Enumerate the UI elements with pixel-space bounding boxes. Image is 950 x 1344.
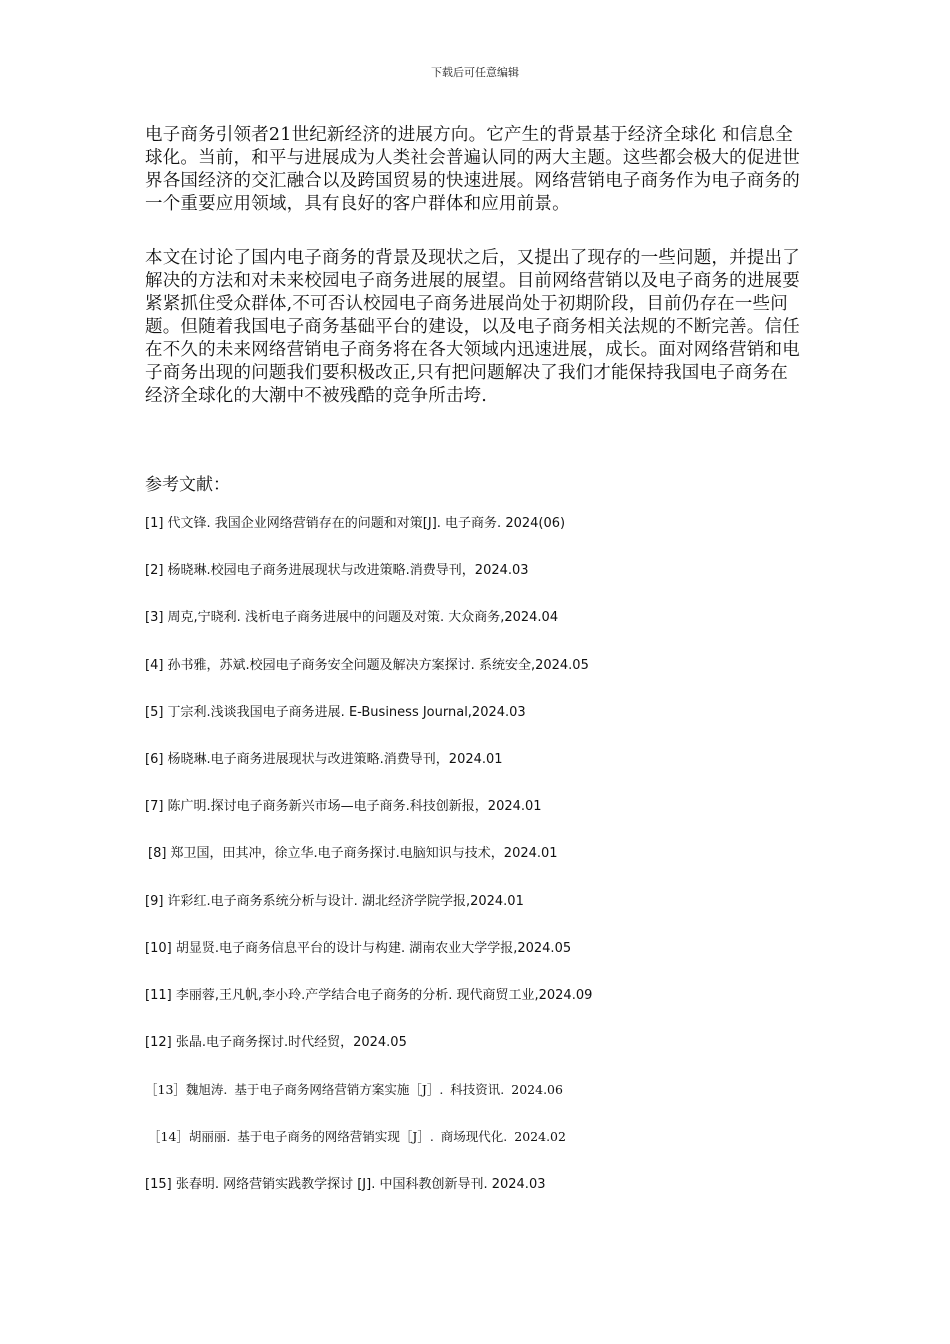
reference-item-3: [3] 周克,宁晓利. 浅析电子商务进展中的问题及对策. 大众商务,2024.04 xyxy=(145,610,559,626)
reference-item-8: [8] 郑卫国，田其冲，徐立华.电子商务探讨.电脑知识与技术，2024.01 xyxy=(148,846,558,862)
reference-item-14: ［14］胡丽丽. 基于电子商务的网络营销实现［J］. 商场现代化. 2024.02 xyxy=(148,1129,566,1145)
reference-item-11: [11] 李丽蓉,王凡帆,李小玲.产学结合电子商务的分析. 现代商贸工业,2024.09 xyxy=(145,987,593,1003)
reference-item-15: [15] 张春明. 网络营销实践教学探讨 [J]. 中国科教创新导刊. 2024.03 xyxy=(145,1176,546,1192)
reference-item-4: [4] 孙书雅，苏斌.校园电子商务安全问题及解决方案探讨. 系统安全,2024.05 xyxy=(145,657,589,673)
reference-item-2: [2] 杨晓琳.校园电子商务进展现状与改进策略.消费导刊，2024.03 xyxy=(145,563,529,579)
page-header-note: 下载后可任意编辑 xyxy=(431,66,519,79)
reference-item-5: [5] 丁宗利.浅谈我国电子商务进展. E-Business Journal,2024.03 xyxy=(145,704,526,720)
references-heading: 参考文献： xyxy=(145,475,230,495)
reference-item-12: [12] 张晶.电子商务探讨.时代经贸，2024.05 xyxy=(145,1035,407,1051)
body-paragraph-1: 电子商务引领者21世纪新经济的进展方向。它产生的背景基于经济全球化 和信息全球化。当前，和平与进展成为人类社会普遍认同的两大主题。这些都会极大的促进世界各国经济的交汇融合以及跨国贸易的快速进展。网络营销电子商务作为电子商务的一个重要应用领域，具有良好的客户群体和应用前景。 xyxy=(145,125,800,214)
reference-item-10: [10] 胡显贤.电子商务信息平台的设计与构建. 湖南农业大学学报,2024.05 xyxy=(145,940,572,956)
body-paragraph-2: 本文在讨论了国内电子商务的背景及现状之后，又提出了现存的一些问题，并提出了解决的方法和对未来校园电子商务进展的展望。目前网络营销以及电子商务的进展要紧紧抓住受众群体,不可否认校园电子商务进展尚处于初期阶段，目前仍存在一些问题。但随着我国电子商务基础平台的建设，以及电子商务相关法规的不断完善。信任在不久的未来网络营销电子商务将在各大领域内迅速进展，成长。面对网络营销和电子商务出现的问题我们要积极改正,只有把问题解决了我们才能保持我国电子商务在经济全球化的大潮中不被残酷的竞争所击垮. xyxy=(145,248,800,406)
reference-list xyxy=(145,514,825,1222)
reference-item-9: [9] 许彩红.电子商务系统分析与设计. 湖北经济学院学报,2024.01 xyxy=(145,893,524,909)
reference-item-7: [7] 陈广明.探讨电子商务新兴市场—电子商务.科技创新报，2024.01 xyxy=(145,799,542,815)
reference-item-6: [6] 杨晓琳.电子商务进展现状与改进策略.消费导刊，2024.01 xyxy=(145,751,503,767)
reference-item-13: ［13］魏旭涛. 基于电子商务网络营销方案实施［J］. 科技资讯. 2024.06 xyxy=(145,1082,563,1098)
reference-item-1: [1] 代文锋. 我国企业网络营销存在的问题和对策[J]. 电子商务. 2024(06) xyxy=(145,516,566,531)
